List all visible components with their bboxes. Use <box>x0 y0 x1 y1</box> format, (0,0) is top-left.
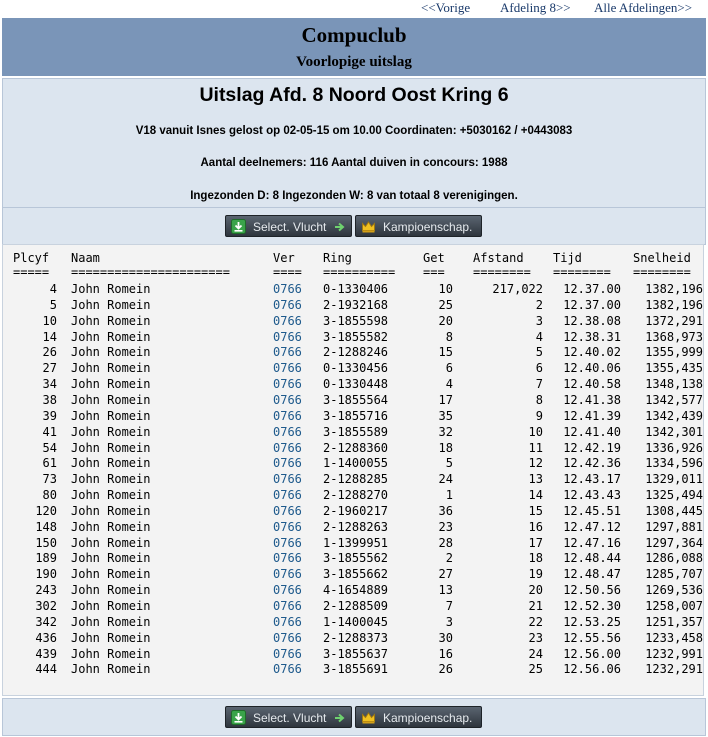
cell-afstand: 21 <box>528 599 543 613</box>
table-row <box>3 566 705 582</box>
cell-snelheid: 1355,999 <box>645 345 703 360</box>
cell-get: 6 <box>445 361 453 376</box>
cell-ring: 3-1855662 <box>323 567 389 582</box>
cell-ring: 2-1288509 <box>323 599 389 613</box>
cell-snelheid: 1251,357 <box>645 614 703 629</box>
crown-icon <box>361 710 376 725</box>
cell-snelheid: 1336,926 <box>645 440 703 455</box>
table-row <box>3 661 705 677</box>
cell-ring: 3-1855562 <box>323 551 389 566</box>
cell-naam: John Romein <box>71 313 151 328</box>
cell-ring: 3-1855564 <box>323 392 389 407</box>
button-bar-top <box>2 207 706 245</box>
cell-plcyf: 26 <box>42 345 57 360</box>
cell-ver[interactable]: 0766 <box>273 361 302 376</box>
select-flight-label: Select. Vlucht <box>253 711 327 725</box>
cell-afstand: 12 <box>528 456 543 471</box>
cell-ring: 2-1288373 <box>323 630 389 645</box>
cell-ring: 0-1330406 <box>323 282 389 296</box>
cell-afstand: Afstand <box>473 251 524 265</box>
cell-ring: 3-1855716 <box>323 408 389 423</box>
result-title: Uitslag Afd. 8 Noord Oost Kring 6 <box>199 84 509 106</box>
cell-ring: 1-1400045 <box>323 614 389 629</box>
cell-ring: 0-1330456 <box>323 361 389 376</box>
select-flight-label: Select. Vlucht <box>253 220 327 234</box>
cell-get: 36 <box>438 503 453 518</box>
cell-tijd: 12.43.17 <box>563 472 621 487</box>
table-row <box>3 503 705 519</box>
cell-afstand: 8 <box>535 392 543 407</box>
cell-snelheid: 1329,011 <box>645 472 703 487</box>
cell-snelheid: Snelheid <box>633 251 691 265</box>
cell-plcyf: 27 <box>42 361 57 376</box>
table-row <box>3 582 705 598</box>
cell-ring: 2-1288270 <box>323 488 389 503</box>
cell-plcyf: ===== <box>13 265 50 279</box>
cell-afstand: 217,022 <box>492 282 543 296</box>
prev-link[interactable]: <<Vorige <box>421 0 471 15</box>
next-afdeling-link[interactable]: Afdeling 8>> <box>500 0 571 15</box>
cell-ver[interactable]: 0766 <box>273 377 302 392</box>
cell-tijd: 12.47.16 <box>563 535 621 550</box>
cell-ver[interactable]: 0766 <box>273 297 302 312</box>
table-row <box>3 630 705 646</box>
table-row <box>3 440 705 456</box>
cell-ver[interactable]: 0766 <box>273 329 302 344</box>
crown-icon <box>361 219 376 234</box>
cell-afstand: 23 <box>528 630 543 645</box>
cell-naam: John Romein <box>71 282 151 296</box>
cell-naam: John Romein <box>71 408 151 423</box>
cell-tijd: 12.41.40 <box>563 424 621 439</box>
cell-tijd: 12.40.02 <box>563 345 621 360</box>
cell-ring: Ring <box>323 251 352 265</box>
cell-get: 30 <box>438 630 453 645</box>
cell-naam: John Romein <box>71 361 151 376</box>
cell-ver[interactable]: 0766 <box>273 282 302 296</box>
cell-tijd: 12.55.56 <box>563 630 621 645</box>
cell-plcyf: 41 <box>42 424 57 439</box>
cell-get: 4 <box>445 377 453 392</box>
cell-naam: John Romein <box>71 377 151 392</box>
cell-get: Get <box>423 251 445 265</box>
cell-tijd: 12.37.00 <box>563 297 621 312</box>
download-arrow-icon <box>231 219 246 234</box>
cell-ring: ========== <box>323 265 396 279</box>
cell-ver: ==== <box>273 265 302 279</box>
cell-get: 35 <box>438 408 453 423</box>
cell-afstand: 11 <box>528 440 543 455</box>
cell-naam: John Romein <box>71 456 151 471</box>
cell-naam: Naam <box>71 251 100 265</box>
championship-button-bottom[interactable] <box>355 706 482 728</box>
cell-tijd: 12.52.30 <box>563 599 621 613</box>
cell-afstand: 15 <box>528 503 543 518</box>
cell-ver[interactable]: 0766 <box>273 392 302 407</box>
table-row <box>3 598 705 614</box>
cell-afstand: 20 <box>528 583 543 598</box>
cell-plcyf: 14 <box>42 329 57 344</box>
cell-naam: John Romein <box>71 630 151 645</box>
button-bar-bottom <box>2 698 706 736</box>
cell-afstand: 24 <box>528 646 543 661</box>
cell-plcyf: 150 <box>35 535 57 550</box>
cell-snelheid: 1342,577 <box>645 392 703 407</box>
cell-plcyf: 189 <box>35 551 57 566</box>
cell-afstand: 2 <box>535 297 543 312</box>
cell-naam: John Romein <box>71 503 151 518</box>
cell-get: 5 <box>445 456 453 471</box>
cell-plcyf: 302 <box>35 599 57 613</box>
table-row <box>3 519 705 535</box>
cell-ver: Ver <box>273 251 295 265</box>
all-afdelingen-link[interactable]: Alle Afdelingen>> <box>594 0 693 15</box>
cell-plcyf: 190 <box>35 567 57 582</box>
results-table <box>2 244 704 696</box>
cell-afstand: 4 <box>535 329 543 344</box>
cell-get: === <box>423 265 445 279</box>
cell-naam: John Romein <box>71 567 151 582</box>
cell-snelheid: 1342,439 <box>645 408 703 423</box>
cell-naam: John Romein <box>71 583 151 598</box>
table-row <box>3 392 705 408</box>
cell-ring: 4-1654889 <box>323 583 389 598</box>
cell-get: 32 <box>438 424 453 439</box>
cell-get: 15 <box>438 345 453 360</box>
cell-tijd: 12.40.06 <box>563 361 621 376</box>
cell-plcyf: 436 <box>35 630 57 645</box>
cell-ver[interactable]: 0766 <box>273 424 302 439</box>
cell-plcyf: 80 <box>42 488 57 503</box>
cell-plcyf: 5 <box>49 297 57 312</box>
cell-afstand: 6 <box>535 361 543 376</box>
table-row <box>3 424 705 440</box>
cell-get: 27 <box>438 567 453 582</box>
table-row <box>3 329 705 345</box>
cell-plcyf: 243 <box>35 583 57 598</box>
cell-afstand: 22 <box>528 614 543 629</box>
cell-afstand: 25 <box>528 662 543 677</box>
cell-ring: 2-1288285 <box>323 472 389 487</box>
cell-tijd: 12.47.12 <box>563 519 621 534</box>
cell-naam: John Romein <box>71 472 151 487</box>
table-row <box>3 281 705 297</box>
top-navigation <box>0 0 708 18</box>
cell-naam: John Romein <box>71 440 151 455</box>
cell-ver[interactable]: 0766 <box>273 408 302 423</box>
cell-ring: 0-1330448 <box>323 377 389 392</box>
cell-ver[interactable]: 0766 <box>273 535 302 550</box>
header-banner <box>2 18 706 76</box>
cell-tijd: 12.41.38 <box>563 392 621 407</box>
cell-get: 20 <box>438 313 453 328</box>
cell-ver[interactable]: 0766 <box>273 519 302 534</box>
table-header-underline <box>3 264 705 280</box>
cell-afstand: 16 <box>528 519 543 534</box>
cell-afstand: ======== <box>473 265 531 279</box>
cell-afstand: 10 <box>528 424 543 439</box>
cell-ver[interactable]: 0766 <box>273 472 302 487</box>
cell-ver[interactable]: 0766 <box>273 662 302 677</box>
race-info-panel <box>2 78 706 208</box>
cell-tijd: 12.53.25 <box>563 614 621 629</box>
cell-ring: 2-1288246 <box>323 345 389 360</box>
cell-get: 23 <box>438 519 453 534</box>
cell-get: 26 <box>438 662 453 677</box>
cell-plcyf: 10 <box>42 313 57 328</box>
table-row <box>3 487 705 503</box>
cell-get: 10 <box>438 282 453 296</box>
cell-plcyf: 148 <box>35 519 57 534</box>
cell-tijd: Tijd <box>553 251 582 265</box>
cell-snelheid: 1285,707 <box>645 567 703 582</box>
cell-get: 3 <box>445 614 453 629</box>
cell-naam: John Romein <box>71 646 151 661</box>
cell-plcyf: 342 <box>35 614 57 629</box>
cell-get: 28 <box>438 535 453 550</box>
cell-ring: 3-1855598 <box>323 313 389 328</box>
cell-tijd: 12.45.51 <box>563 503 621 518</box>
cell-plcyf: Plcyf <box>13 251 50 265</box>
table-row <box>3 297 705 313</box>
cell-snelheid: 1269,536 <box>645 583 703 598</box>
club-title: Compuclub <box>301 23 407 47</box>
cell-snelheid: 1232,291 <box>645 662 703 677</box>
cell-plcyf: 73 <box>42 472 57 487</box>
cell-tijd: 12.41.39 <box>563 408 621 423</box>
championship-label: Kampioenschap. <box>383 220 473 234</box>
cell-snelheid: 1325,494 <box>645 488 703 503</box>
cell-afstand: 7 <box>535 377 543 392</box>
table-row <box>3 614 705 630</box>
cell-afstand: 14 <box>528 488 543 503</box>
cell-tijd: 12.38.31 <box>563 329 621 344</box>
cell-plcyf: 439 <box>35 646 57 661</box>
cell-snelheid: 1348,138 <box>645 377 703 392</box>
cell-tijd: 12.40.58 <box>563 377 621 392</box>
cell-ver[interactable]: 0766 <box>273 551 302 566</box>
select-flight-button[interactable] <box>225 215 352 237</box>
cell-get: 1 <box>445 488 453 503</box>
cell-snelheid: 1233,458 <box>645 630 703 645</box>
cell-get: 17 <box>438 392 453 407</box>
cell-ver[interactable]: 0766 <box>273 646 302 661</box>
cell-plcyf: 54 <box>42 440 57 455</box>
cell-ring: 2-1960217 <box>323 503 389 518</box>
cell-ring: 3-1855691 <box>323 662 389 677</box>
cell-snelheid: 1232,991 <box>645 646 703 661</box>
cell-afstand: 5 <box>535 345 543 360</box>
cell-ver[interactable]: 0766 <box>273 503 302 518</box>
cell-afstand: 3 <box>535 313 543 328</box>
cell-naam: John Romein <box>71 519 151 534</box>
table-row <box>3 376 705 392</box>
cell-afstand: 18 <box>528 551 543 566</box>
cell-plcyf: 444 <box>35 662 57 677</box>
cell-tijd: 12.56.06 <box>563 662 621 677</box>
table-row <box>3 550 705 566</box>
cell-snelheid: 1382,196 <box>645 297 703 312</box>
cell-get: 24 <box>438 472 453 487</box>
page-subtitle: Voorlopige uitslag <box>296 54 412 70</box>
download-arrow-icon <box>231 710 246 725</box>
cell-plcyf: 61 <box>42 456 57 471</box>
cell-snelheid: 1342,301 <box>645 424 703 439</box>
cell-plcyf: 120 <box>35 503 57 518</box>
cell-naam: John Romein <box>71 345 151 360</box>
cell-get: 7 <box>445 599 453 613</box>
cell-ring: 1-1399951 <box>323 535 389 550</box>
table-row <box>3 313 705 329</box>
cell-ring: 2-1932168 <box>323 297 389 312</box>
cell-plcyf: 4 <box>49 282 57 296</box>
cell-tijd: 12.38.08 <box>563 313 621 328</box>
cell-ver[interactable]: 0766 <box>273 488 302 503</box>
cell-snelheid: 1368,973 <box>645 329 703 344</box>
cell-ring: 2-1288360 <box>323 440 389 455</box>
cell-snelheid: 1258,007 <box>645 599 703 613</box>
cell-snelheid: 1334,596 <box>645 456 703 471</box>
cell-tijd: 12.48.44 <box>563 551 621 566</box>
cell-naam: John Romein <box>71 424 151 439</box>
table-row <box>3 471 705 487</box>
cell-tijd: 12.43.43 <box>563 488 621 503</box>
cell-naam: John Romein <box>71 297 151 312</box>
cell-ring: 2-1288263 <box>323 519 389 534</box>
cell-ver[interactable]: 0766 <box>273 440 302 455</box>
cell-snelheid: 1308,445 <box>645 503 703 518</box>
cell-get: 13 <box>438 583 453 598</box>
cell-get: 8 <box>445 329 453 344</box>
cell-get: 25 <box>438 297 453 312</box>
cell-naam: John Romein <box>71 551 151 566</box>
cell-naam: John Romein <box>71 662 151 677</box>
cell-naam: John Romein <box>71 599 151 613</box>
championship-label: Kampioenschap. <box>383 711 473 725</box>
table-row <box>3 455 705 471</box>
table-row <box>3 360 705 376</box>
cell-naam: John Romein <box>71 392 151 407</box>
cell-ver[interactable]: 0766 <box>273 313 302 328</box>
cell-ring: 3-1855637 <box>323 646 389 661</box>
cell-ver[interactable]: 0766 <box>273 456 302 471</box>
championship-button[interactable] <box>355 215 482 237</box>
participants-info: Aantal deelnemers: 116 Aantal duiven in concours: 1988 <box>200 157 508 169</box>
cell-snelheid: 1382,196 <box>645 282 703 296</box>
arrow-right-icon <box>334 713 346 723</box>
entries-info: Ingezonden D: 8 Ingezonden W: 8 van totaal 8 verenigingen. <box>190 190 518 202</box>
cell-afstand: 9 <box>535 408 543 423</box>
cell-ring: 3-1855589 <box>323 424 389 439</box>
cell-ver[interactable]: 0766 <box>273 345 302 360</box>
arrow-right-icon <box>334 222 346 232</box>
cell-snelheid: 1372,291 <box>645 313 703 328</box>
cell-plcyf: 38 <box>42 392 57 407</box>
select-flight-button-bottom[interactable] <box>225 706 352 728</box>
cell-plcyf: 39 <box>42 408 57 423</box>
table-row <box>3 344 705 360</box>
cell-snelheid: 1297,881 <box>645 519 703 534</box>
cell-naam: ====================== <box>71 265 230 279</box>
cell-tijd: ======== <box>553 265 611 279</box>
cell-snelheid: ======== <box>633 265 691 279</box>
cell-tijd: 12.56.00 <box>563 646 621 661</box>
cell-ver[interactable]: 0766 <box>273 583 302 598</box>
cell-ring: 3-1855582 <box>323 329 389 344</box>
cell-ring: 1-1400055 <box>323 456 389 471</box>
cell-ver[interactable]: 0766 <box>273 567 302 582</box>
cell-ver[interactable]: 0766 <box>273 630 302 645</box>
table-row <box>3 646 705 662</box>
cell-naam: John Romein <box>71 488 151 503</box>
cell-get: 2 <box>445 551 453 566</box>
cell-plcyf: 34 <box>42 377 57 392</box>
cell-afstand: 13 <box>528 472 543 487</box>
cell-naam: John Romein <box>71 614 151 629</box>
cell-ver[interactable]: 0766 <box>273 614 302 629</box>
cell-tijd: 12.42.36 <box>563 456 621 471</box>
cell-snelheid: 1297,364 <box>645 535 703 550</box>
cell-afstand: 19 <box>528 567 543 582</box>
cell-get: 16 <box>438 646 453 661</box>
table-row <box>3 535 705 551</box>
cell-tijd: 12.37.00 <box>563 282 621 296</box>
cell-tijd: 12.42.19 <box>563 440 621 455</box>
cell-naam: John Romein <box>71 329 151 344</box>
cell-afstand: 17 <box>528 535 543 550</box>
cell-tijd: 12.48.47 <box>563 567 621 582</box>
cell-naam: John Romein <box>71 535 151 550</box>
cell-get: 18 <box>438 440 453 455</box>
cell-snelheid: 1355,435 <box>645 361 703 376</box>
cell-ver[interactable]: 0766 <box>273 599 302 613</box>
release-info: V18 vanuit Isnes gelost op 02-05-15 om 10.00 Coordinaten: +5030162 / +0443083 <box>135 125 573 137</box>
cell-snelheid: 1286,088 <box>645 551 703 566</box>
table-row <box>3 408 705 424</box>
cell-tijd: 12.50.56 <box>563 583 621 598</box>
